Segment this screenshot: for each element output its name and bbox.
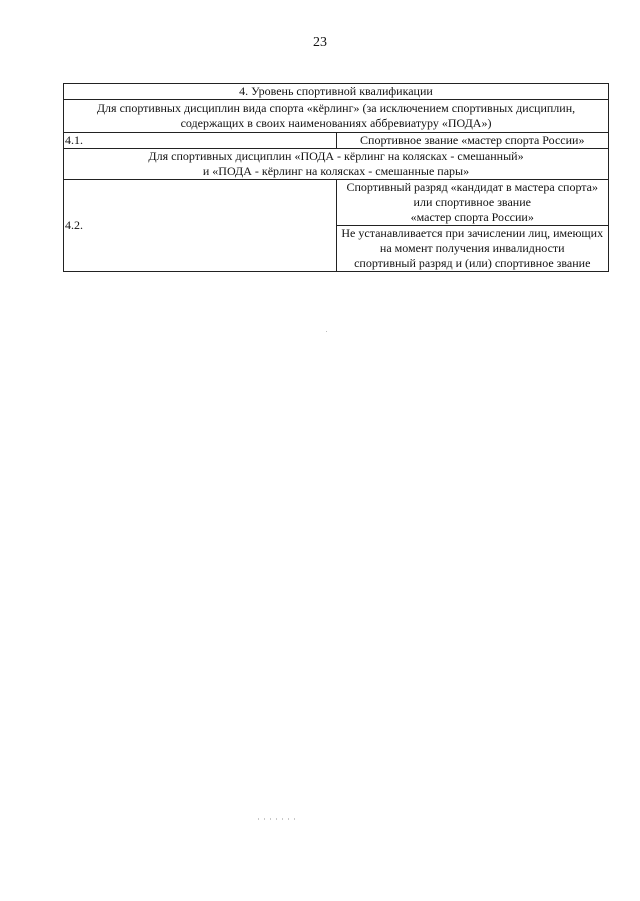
item-requirement-line: Спортивный разряд «кандидат в мастера спорта» или спортивное звание: [346, 180, 599, 209]
table-row: [64, 180, 609, 226]
scan-artifact: [258, 818, 298, 820]
section-heading-row: [64, 149, 609, 180]
scan-artifact: [326, 331, 327, 332]
table-row: [64, 133, 609, 149]
item-requirement-line: спортивный разряд и (или) спортивное звание: [354, 256, 591, 270]
section-heading-curling: [64, 100, 609, 133]
item-requirement: [336, 180, 609, 226]
page-number: 23: [313, 35, 327, 50]
section-heading-line: и «ПОДА - кёрлинг на колясках - смешанные пары»: [202, 164, 470, 178]
item-requirement: [336, 226, 609, 272]
table-title: 4. Уровень спортивной квалификации: [64, 84, 609, 100]
item-number: 4.2.: [64, 180, 337, 272]
section-heading-poda: [64, 149, 609, 180]
qualification-table: [63, 83, 609, 272]
table-title-row: [64, 84, 609, 100]
item-requirement: Спортивное звание «мастер спорта России»: [336, 133, 609, 149]
section-heading-line: содержащих в своих наименованиях аббревиатуру «ПОДА»): [180, 116, 492, 130]
item-requirement-line: Не устанавливается при зачислении лиц, имеющих на момент получения инвалидности: [341, 226, 604, 255]
section-heading-row: [64, 100, 609, 133]
section-heading-line: Для спортивных дисциплин «ПОДА - кёрлинг на колясках - смешанный»: [148, 149, 524, 163]
item-requirement-line: «мастер спорта России»: [410, 210, 534, 224]
section-heading-line: Для спортивных дисциплин вида спорта «кёрлинг» (за исключением спортивных дисциплин,: [96, 101, 576, 115]
item-number: 4.1.: [64, 133, 337, 149]
